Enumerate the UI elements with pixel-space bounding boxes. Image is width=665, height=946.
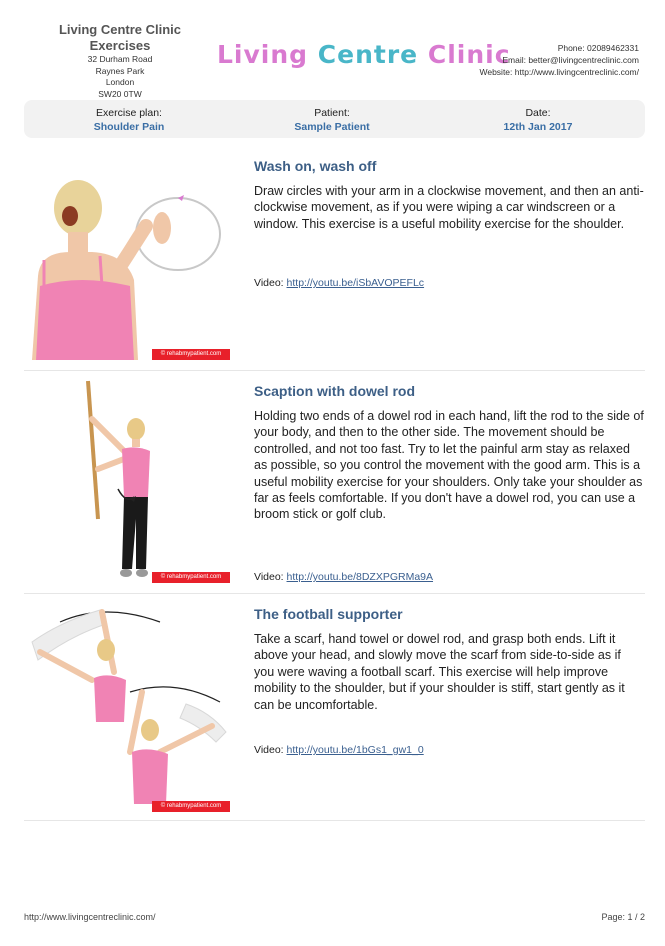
address-line: SW20 0TW	[98, 88, 142, 99]
date-value: 12th Jan 2017	[503, 121, 573, 133]
exercise-title: The football supporter	[254, 606, 403, 622]
football-supporter-illustration	[30, 602, 230, 812]
exercise-video	[254, 277, 424, 289]
exercise-item	[24, 371, 645, 594]
clinic-logo	[217, 40, 511, 69]
exercise-description: Take a scarf, hand towel or dowel rod, and grasp both ends. Lift it above your head, and slowly move the scarf from side-to-side as if you were waving a football scarf. This exercise will help improve mobility to the shoulder, but if your shoulder is stiff, start gently as it can be uncomfortable.	[254, 632, 625, 712]
clinic-subtitle: Exercises	[89, 38, 151, 53]
video-label: Video:	[254, 571, 284, 583]
logo-word: Living	[217, 40, 309, 69]
video-link[interactable]: http://youtu.be/8DZXPGRMa9A	[286, 571, 434, 583]
exercise-description: Holding two ends of a dowel rod in each hand, lift the rod to the side of your body, and then to the other side. The movement should be controlled, and not too fast. Try to let the painful arm stay as relaxed as possible, so you control the movement with the good arm. This is a useful mobility exercise for your shoulders. Only take your shoulder as far as feels comfortable. If you don't have a dowel rod, you can use a broom stick or golf club.	[254, 409, 644, 522]
address-line: London	[105, 77, 135, 87]
footer-url: http://www.livingcentreclinic.com/	[24, 912, 156, 922]
patient-label: Patient:	[314, 107, 350, 119]
address-line: 32 Durham Road	[87, 54, 153, 64]
exercise-image	[30, 156, 230, 360]
exercise-item	[24, 594, 645, 821]
page-number: Page: 1 / 2	[601, 912, 645, 922]
website-text: Website: http://www.livingcentreclinic.com/	[479, 67, 639, 77]
clinic-info	[40, 22, 200, 100]
video-link[interactable]: http://youtu.be/iSbAVOPEFLc	[286, 277, 425, 289]
exercise-plan-value: Shoulder Pain	[93, 121, 165, 133]
exercise-plan-field	[29, 106, 229, 134]
phone-text: Phone: 02089462331	[557, 43, 639, 53]
watermark-badge: © rehabmypatient.com	[152, 572, 230, 583]
exercise-video	[254, 571, 433, 583]
contact-info	[479, 42, 639, 78]
plan-info-bar	[24, 100, 645, 138]
wash-on-wash-off-illustration	[30, 156, 230, 360]
video-label: Video:	[254, 277, 284, 289]
exercise-title: Scaption with dowel rod	[254, 383, 415, 399]
exercise-title: Wash on, wash off	[254, 158, 377, 174]
watermark-badge: © rehabmypatient.com	[152, 349, 230, 360]
exercise-image	[30, 379, 230, 583]
exercise-description: Draw circles with your arm in a clockwise movement, and then an anti-clockwise movement, as if you were wiping a car windscreen or a window. This exercise is a useful mobility exercise for the shoulder.	[254, 184, 644, 231]
video-label: Video:	[254, 744, 284, 756]
scaption-dowel-rod-illustration	[30, 379, 230, 583]
date-label: Date:	[525, 107, 551, 119]
clinic-name: Living Centre Clinic	[58, 22, 182, 37]
patient-field	[232, 106, 432, 134]
exercise-image	[30, 602, 230, 812]
patient-value: Sample Patient	[294, 121, 370, 133]
address-line: Raynes Park	[95, 65, 145, 76]
watermark-badge: © rehabmypatient.com	[152, 801, 230, 812]
email-text: Email: better@livingcentreclinic.com	[502, 55, 639, 65]
logo-word: Clinic	[427, 40, 511, 69]
exercise-video	[254, 744, 424, 756]
exercise-plan-label: Exercise plan:	[96, 107, 162, 119]
video-link[interactable]: http://youtu.be/1bGs1_gw1_0	[286, 744, 424, 756]
exercise-item	[24, 146, 645, 371]
logo-word: Centre	[317, 40, 419, 69]
page-header	[0, 0, 665, 100]
date-field	[438, 106, 638, 134]
